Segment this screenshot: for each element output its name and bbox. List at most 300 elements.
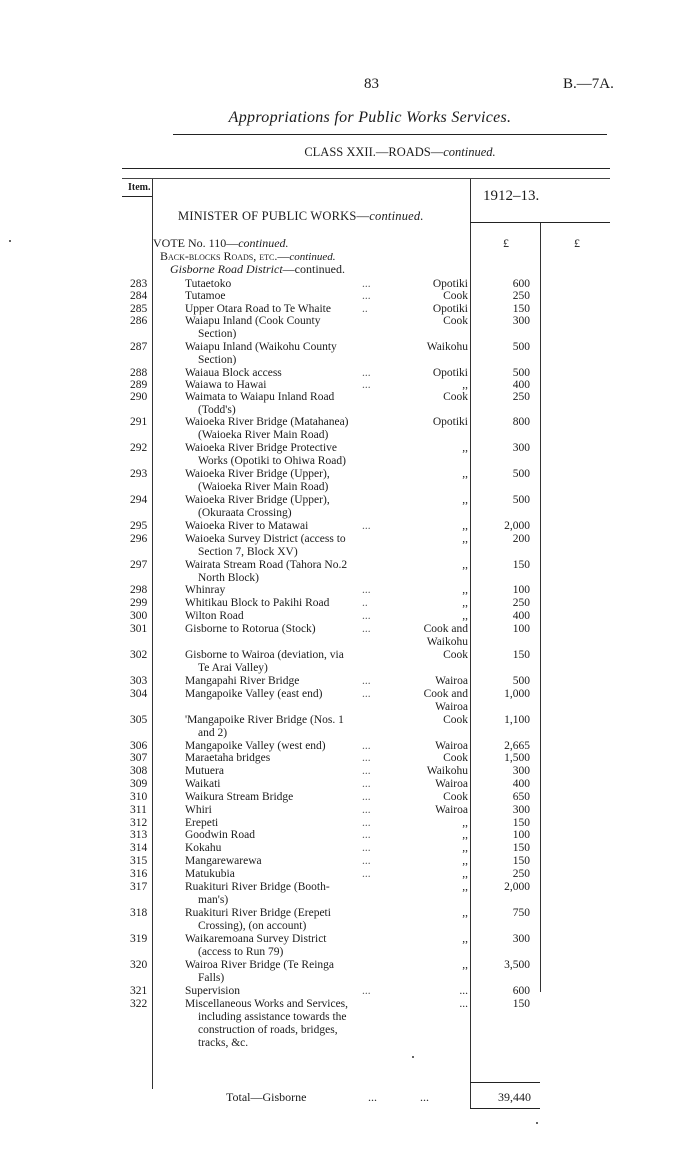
county-name bbox=[390, 290, 468, 303]
leader-dots: ... bbox=[362, 842, 371, 854]
leader-dots: ... bbox=[362, 610, 371, 622]
county-line: ,, bbox=[462, 907, 468, 919]
county-name bbox=[390, 649, 468, 662]
description-line: Upper Otara Road to Te Whaite bbox=[185, 303, 331, 315]
table-top-rule bbox=[122, 168, 610, 169]
description-line: including assistance towards the bbox=[198, 1011, 347, 1023]
item-number: 293 bbox=[130, 468, 148, 480]
work-description bbox=[185, 842, 380, 855]
county-name bbox=[390, 468, 468, 481]
item-number: 317 bbox=[130, 881, 148, 893]
leader-dots: ... bbox=[362, 584, 371, 596]
total-amount: 39,440 bbox=[498, 1090, 531, 1104]
county-name bbox=[390, 559, 468, 572]
county-name bbox=[390, 597, 468, 610]
description-line: Kokahu bbox=[185, 842, 222, 854]
amount: 150 bbox=[512, 649, 530, 661]
table-row bbox=[0, 688, 700, 713]
county-line: Cook bbox=[443, 290, 468, 302]
item-number: 320 bbox=[130, 959, 148, 971]
leader-dots: ... bbox=[362, 367, 371, 379]
county-line: Cook and bbox=[423, 688, 468, 700]
description-line: Whiri bbox=[185, 804, 212, 816]
amount: 150 bbox=[512, 842, 530, 854]
description-line: Section) bbox=[198, 328, 237, 340]
work-description bbox=[185, 714, 380, 740]
description-line: Waiaua Block access bbox=[185, 367, 282, 379]
description-line: Wilton Road bbox=[185, 610, 244, 622]
description-line: Mangarewarewa bbox=[185, 855, 262, 867]
work-description bbox=[185, 959, 380, 985]
leader-dots: .. bbox=[362, 597, 368, 609]
county-line: ,, bbox=[462, 881, 468, 893]
county-name bbox=[390, 494, 468, 507]
total-rule-bottom bbox=[470, 1108, 540, 1109]
leader-dots: ... bbox=[362, 817, 371, 829]
work-description bbox=[185, 290, 380, 303]
county-line: Waikohu bbox=[426, 765, 468, 777]
amount: 600 bbox=[512, 985, 530, 997]
description-line: Waioeka River Bridge (Upper), bbox=[185, 494, 330, 506]
district-heading: Gisborne Road District—continued. bbox=[170, 262, 345, 276]
county-line: ,, bbox=[462, 379, 468, 391]
county-line: ,, bbox=[462, 610, 468, 622]
county-line: ,, bbox=[462, 468, 468, 480]
amount: 600 bbox=[512, 278, 530, 290]
county-line: Cook bbox=[443, 752, 468, 764]
amount: 500 bbox=[512, 341, 530, 353]
amount: 150 bbox=[512, 855, 530, 867]
table-row bbox=[0, 868, 700, 881]
amount: 2,000 bbox=[504, 881, 530, 893]
work-description bbox=[185, 315, 380, 341]
county-line: Wairoa bbox=[435, 804, 468, 816]
county-name bbox=[390, 998, 468, 1011]
work-description bbox=[185, 675, 380, 688]
county-name bbox=[390, 584, 468, 597]
leader-dots: ... bbox=[362, 985, 371, 997]
leader-dots: ... bbox=[362, 855, 371, 867]
county-line: ,, bbox=[462, 817, 468, 829]
table-row bbox=[0, 842, 700, 855]
description-line: Waioeka River to Matawai bbox=[185, 520, 309, 532]
amount: 150 bbox=[512, 817, 530, 829]
amount: 300 bbox=[512, 315, 530, 327]
description-line: Te Arai Valley) bbox=[198, 662, 268, 674]
county-name bbox=[390, 610, 468, 623]
work-description bbox=[185, 468, 380, 494]
amount: 2,665 bbox=[504, 740, 530, 752]
county-name bbox=[390, 688, 468, 714]
work-description bbox=[185, 688, 380, 701]
item-number: 299 bbox=[130, 597, 148, 609]
amount: 250 bbox=[512, 391, 530, 403]
work-description bbox=[185, 765, 380, 778]
description-line: construction of roads, bridges, bbox=[198, 1024, 338, 1036]
description-line: Matukubia bbox=[185, 868, 235, 880]
item-number: 315 bbox=[130, 855, 148, 867]
item-number: 314 bbox=[130, 842, 148, 854]
amount: 100 bbox=[512, 829, 530, 841]
item-number: 310 bbox=[130, 791, 148, 803]
amount: 2,000 bbox=[504, 520, 530, 532]
description-line: and 2) bbox=[198, 727, 228, 739]
county-name bbox=[390, 714, 468, 727]
table-row bbox=[0, 391, 700, 416]
county-line: ,, bbox=[462, 959, 468, 971]
table-row bbox=[0, 933, 700, 958]
leader-dots: ... bbox=[362, 688, 371, 700]
description-line: Waiapu Inland (Waikohu County bbox=[185, 341, 337, 353]
work-description bbox=[185, 907, 380, 933]
amount: 150 bbox=[512, 559, 530, 571]
table-row bbox=[0, 559, 700, 584]
item-header-rule bbox=[122, 196, 152, 197]
description-line: Whinray bbox=[185, 584, 226, 596]
county-name bbox=[390, 533, 468, 546]
county-name bbox=[390, 752, 468, 765]
class-heading: CLASS XXII.—ROADS—continued. bbox=[304, 145, 496, 159]
leader-dots: ... bbox=[362, 791, 371, 803]
county-line: Wairoa bbox=[435, 701, 468, 713]
item-number: 294 bbox=[130, 494, 148, 506]
leader-dots: ... bbox=[362, 868, 371, 880]
item-number: 290 bbox=[130, 391, 148, 403]
amount: 3,500 bbox=[504, 959, 530, 971]
amount: 300 bbox=[512, 765, 530, 777]
leader-dots: ... bbox=[362, 765, 371, 777]
item-number: 289 bbox=[130, 379, 148, 391]
description-line: Mutuera bbox=[185, 765, 224, 777]
leader-dots: ... bbox=[362, 829, 371, 841]
description-line: Crossing), (on account) bbox=[198, 920, 307, 932]
year-header-rule bbox=[470, 222, 610, 223]
county-name bbox=[390, 829, 468, 842]
work-description bbox=[185, 341, 380, 367]
county-name bbox=[390, 442, 468, 455]
table-row bbox=[0, 520, 700, 533]
item-number: 295 bbox=[130, 520, 148, 532]
description-line: Gisborne to Wairoa (deviation, via bbox=[185, 649, 344, 661]
title-rule bbox=[173, 134, 607, 135]
work-description bbox=[185, 868, 380, 881]
description-line: Tutamoe bbox=[185, 290, 226, 302]
table-row bbox=[0, 597, 700, 610]
table-row bbox=[0, 649, 700, 674]
amount: 150 bbox=[512, 998, 530, 1010]
item-number: 288 bbox=[130, 367, 148, 379]
description-line: Works (Opotiki to Ohiwa Road) bbox=[198, 455, 346, 467]
work-description bbox=[185, 829, 380, 842]
item-number: 296 bbox=[130, 533, 148, 545]
county-name bbox=[390, 855, 468, 868]
county-line: ,, bbox=[462, 829, 468, 841]
ink-speck bbox=[412, 1056, 414, 1058]
table-row bbox=[0, 341, 700, 366]
description-line: (Waioeka River Main Road) bbox=[198, 429, 329, 441]
work-description bbox=[185, 933, 380, 959]
work-description bbox=[185, 752, 380, 765]
work-description bbox=[185, 623, 380, 636]
table-row bbox=[0, 468, 700, 493]
amount: 1,000 bbox=[504, 688, 530, 700]
amount: 300 bbox=[512, 442, 530, 454]
county-line: Wairoa bbox=[435, 778, 468, 790]
description-line: Falls) bbox=[198, 972, 225, 984]
county-line: ,, bbox=[462, 868, 468, 880]
description-line: tracks, &c. bbox=[198, 1037, 249, 1049]
county-line: ,, bbox=[462, 520, 468, 532]
description-line: Section) bbox=[198, 354, 237, 366]
table-row bbox=[0, 881, 700, 906]
description-line: Gisborne to Rotorua (Stock) bbox=[185, 623, 316, 635]
leader-dots: ... bbox=[362, 379, 371, 391]
item-column-header: Item. bbox=[128, 182, 151, 193]
item-number: 321 bbox=[130, 985, 148, 997]
item-number: 297 bbox=[130, 559, 148, 571]
description-line: (Okuraata Crossing) bbox=[198, 507, 292, 519]
total-leader-dots: ... bbox=[420, 1090, 429, 1104]
county-line: Wairoa bbox=[435, 675, 468, 687]
table-row bbox=[0, 494, 700, 519]
item-number: 307 bbox=[130, 752, 148, 764]
description-line: Goodwin Road bbox=[185, 829, 255, 841]
work-description bbox=[185, 855, 380, 868]
leader-dots: ... bbox=[362, 290, 371, 302]
county-name bbox=[390, 985, 468, 998]
county-line: Waikohu bbox=[426, 636, 468, 648]
county-line: Opotiki bbox=[432, 303, 468, 315]
county-line: ... bbox=[459, 985, 468, 997]
work-description bbox=[185, 804, 380, 817]
county-name bbox=[390, 791, 468, 804]
county-line: Cook and bbox=[423, 623, 468, 635]
description-line: Waikati bbox=[185, 778, 221, 790]
item-number: 292 bbox=[130, 442, 148, 454]
county-name bbox=[390, 341, 468, 354]
leader-dots: .. bbox=[362, 303, 368, 315]
year-column-header: 1912–13. bbox=[483, 188, 540, 204]
leader-dots: ... bbox=[362, 752, 371, 764]
county-name bbox=[390, 391, 468, 404]
work-description bbox=[185, 610, 380, 623]
description-line: (access to Run 79) bbox=[198, 946, 284, 958]
table-row bbox=[0, 907, 700, 932]
county-line: Cook bbox=[443, 714, 468, 726]
amount: 500 bbox=[512, 494, 530, 506]
county-line: Cook bbox=[443, 391, 468, 403]
county-name bbox=[390, 933, 468, 946]
county-name bbox=[390, 416, 468, 429]
amount: 800 bbox=[512, 416, 530, 428]
amount: 400 bbox=[512, 778, 530, 790]
table-row bbox=[0, 416, 700, 441]
county-line: ,, bbox=[462, 559, 468, 571]
amount: 300 bbox=[512, 804, 530, 816]
work-description bbox=[185, 559, 380, 585]
description-line: Wairata Stream Road (Tahora No.2 bbox=[185, 559, 348, 571]
amount: 250 bbox=[512, 597, 530, 609]
leader-dots: ... bbox=[362, 778, 371, 790]
table-row bbox=[0, 675, 700, 688]
item-number: 287 bbox=[130, 341, 148, 353]
item-number: 291 bbox=[130, 416, 148, 428]
item-number: 306 bbox=[130, 740, 148, 752]
amount: 750 bbox=[512, 907, 530, 919]
county-line: ,, bbox=[462, 442, 468, 454]
item-number: 283 bbox=[130, 278, 148, 290]
table-row bbox=[0, 765, 700, 778]
item-number: 316 bbox=[130, 868, 148, 880]
item-number: 286 bbox=[130, 315, 148, 327]
county-name bbox=[390, 804, 468, 817]
minister-heading: MINISTER OF PUBLIC WORKS—continued. bbox=[178, 209, 424, 223]
table-row bbox=[0, 998, 700, 1049]
county-name bbox=[390, 868, 468, 881]
description-line: Ruakituri River Bridge (Booth- bbox=[185, 881, 330, 893]
table-row bbox=[0, 442, 700, 467]
vote-heading: VOTE No. 110—continued. bbox=[153, 236, 289, 250]
county-line: ,, bbox=[462, 533, 468, 545]
leader-dots: ... bbox=[362, 623, 371, 635]
total-label: Total—Gisborne bbox=[226, 1090, 307, 1104]
table-row bbox=[0, 315, 700, 340]
amount: 250 bbox=[512, 290, 530, 302]
item-number: 303 bbox=[130, 675, 148, 687]
description-line: 'Mangapoike River Bridge (Nos. 1 bbox=[185, 714, 344, 726]
county-line: ,, bbox=[462, 584, 468, 596]
work-description bbox=[185, 881, 380, 907]
amount: 500 bbox=[512, 675, 530, 687]
description-line: Waimata to Waiapu Inland Road bbox=[185, 391, 335, 403]
item-number: 309 bbox=[130, 778, 148, 790]
description-line: Maraetaha bridges bbox=[185, 752, 271, 764]
county-line: ,, bbox=[462, 494, 468, 506]
description-line: Mangapoike Valley (west end) bbox=[185, 740, 326, 752]
item-number: 305 bbox=[130, 714, 148, 726]
table-row bbox=[0, 752, 700, 765]
amount: 250 bbox=[512, 868, 530, 880]
description-line: Tutaetoko bbox=[185, 278, 232, 290]
description-line: Waikura Stream Bridge bbox=[185, 791, 294, 803]
total-leader-dots: ... bbox=[368, 1090, 377, 1104]
table-header-rule bbox=[122, 178, 610, 179]
item-number: 284 bbox=[130, 290, 148, 302]
description-line: Miscellaneous Works and Services, bbox=[185, 998, 349, 1010]
county-line: Cook bbox=[443, 649, 468, 661]
item-number: 318 bbox=[130, 907, 148, 919]
item-number: 313 bbox=[130, 829, 148, 841]
county-name bbox=[390, 623, 468, 649]
table-row bbox=[0, 804, 700, 817]
table-row bbox=[0, 610, 700, 623]
leader-dots: ... bbox=[362, 675, 371, 687]
amount: 150 bbox=[512, 303, 530, 315]
work-description bbox=[185, 597, 380, 610]
description-line: Wairoa River Bridge (Te Reinga bbox=[185, 959, 334, 971]
work-description bbox=[185, 416, 380, 442]
table-row bbox=[0, 959, 700, 984]
description-line: (Waioeka River Main Road) bbox=[198, 481, 329, 493]
total-rule-top bbox=[470, 1082, 540, 1083]
work-description bbox=[185, 778, 380, 791]
work-description bbox=[185, 998, 380, 1050]
amount: 100 bbox=[512, 623, 530, 635]
amount: 650 bbox=[512, 791, 530, 803]
amount: 500 bbox=[512, 468, 530, 480]
subhead-heading: Back-blocks Roads, etc.—continued. bbox=[160, 249, 336, 263]
amount: 100 bbox=[512, 584, 530, 596]
item-number: 322 bbox=[130, 998, 148, 1010]
item-number: 301 bbox=[130, 623, 148, 635]
county-line: Opotiki bbox=[432, 367, 468, 379]
county-line: Cook bbox=[443, 791, 468, 803]
description-line: North Block) bbox=[198, 572, 260, 584]
work-description bbox=[185, 791, 380, 804]
county-name bbox=[390, 765, 468, 778]
amount: 300 bbox=[512, 933, 530, 945]
ink-speck bbox=[536, 1122, 538, 1124]
table-row bbox=[0, 584, 700, 597]
county-line: ,, bbox=[462, 933, 468, 945]
county-name bbox=[390, 907, 468, 920]
amount: 400 bbox=[512, 379, 530, 391]
table-row bbox=[0, 829, 700, 842]
description-line: Erepeti bbox=[185, 817, 219, 829]
amount: 400 bbox=[512, 610, 530, 622]
county-line: Wairoa bbox=[435, 740, 468, 752]
county-line: Opotiki bbox=[432, 278, 468, 290]
item-number: 311 bbox=[130, 804, 147, 816]
county-line: Opotiki bbox=[432, 416, 468, 428]
work-description bbox=[185, 584, 380, 597]
description-line: Ruakituri River Bridge (Erepeti bbox=[185, 907, 331, 919]
description-line: Section 7, Block XV) bbox=[198, 546, 298, 558]
table-row bbox=[0, 623, 700, 648]
county-name bbox=[390, 520, 468, 533]
description-line: Mangapahi River Bridge bbox=[185, 675, 300, 687]
item-number: 308 bbox=[130, 765, 148, 777]
work-description bbox=[185, 442, 380, 468]
item-number: 304 bbox=[130, 688, 148, 700]
table-row bbox=[0, 714, 700, 739]
work-description bbox=[185, 533, 380, 559]
document-reference: B.—7A. bbox=[563, 76, 614, 92]
description-line: Waioeka River Bridge Protective bbox=[185, 442, 338, 454]
county-name bbox=[390, 778, 468, 791]
description-line: Waioeka River Bridge (Upper), bbox=[185, 468, 330, 480]
work-description bbox=[185, 985, 380, 998]
county-name bbox=[390, 315, 468, 328]
table-row bbox=[0, 855, 700, 868]
county-line: ,, bbox=[462, 855, 468, 867]
county-line: Cook bbox=[443, 315, 468, 327]
description-line: Waiapu Inland (Cook County bbox=[185, 315, 321, 327]
county-name bbox=[390, 842, 468, 855]
table-row bbox=[0, 985, 700, 998]
item-number: 319 bbox=[130, 933, 148, 945]
description-line: Waioeka River Bridge (Matahanea) bbox=[185, 416, 349, 428]
county-name bbox=[390, 881, 468, 894]
page-title: Appropriations for Public Works Services. bbox=[228, 109, 512, 126]
leader-dots: ... bbox=[362, 278, 371, 290]
work-description bbox=[185, 391, 380, 417]
amount: 1,500 bbox=[504, 752, 530, 764]
leader-dots: ... bbox=[362, 804, 371, 816]
work-description bbox=[185, 520, 380, 533]
description-line: Supervision bbox=[185, 985, 240, 997]
description-line: Waikaremoana Survey District bbox=[185, 933, 327, 945]
